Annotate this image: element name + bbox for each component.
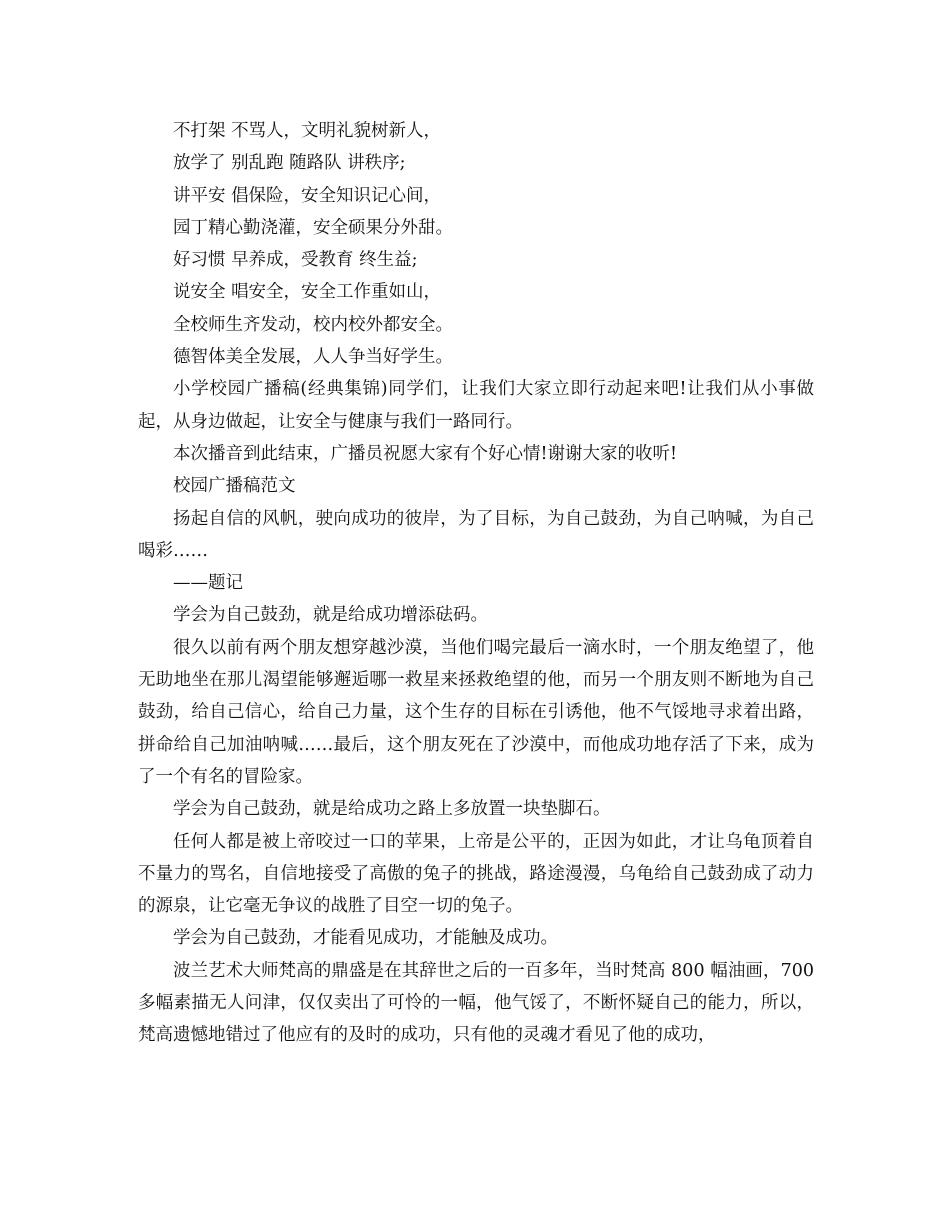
paragraph: 学会为自己鼓劲，就是给成功增添砝码。 (173, 605, 488, 626)
section-title: 校园广播稿范文 (173, 476, 296, 497)
paragraph: 放学了 别乱跑 随路队 讲秩序; (173, 153, 406, 174)
paragraph: 任何人都是被上帝咬过一口的苹果，上帝是公平的，正因为如此，才让乌龟顶着自不量力的骂名，自信地接受了高傲的兔子的挑战，路途漫漫，乌龟给自己鼓劲成了动力的源泉，让它毫无争议的战胜了目空一切的兔子。 (138, 831, 814, 917)
paragraph: 学会为自己鼓劲，才能看见成功，才能触及成功。 (173, 928, 558, 949)
paragraph: 园丁精心勤浇灌，安全硕果分外甜。 (173, 217, 453, 238)
paragraph: 扬起自信的风帆，驶向成功的彼岸，为了目标，为自己鼓劲，为自己呐喊，为自己喝彩…… (138, 508, 814, 561)
paragraph: 不打架 不骂人，文明礼貌树新人， (173, 121, 442, 141)
epigraph-attribution: ——题记 (173, 573, 243, 594)
document-body (138, 115, 814, 1052)
paragraph: 好习惯 早养成，受教育 终生益; (173, 250, 418, 271)
paragraph: 德智体美全发展，人人争当好学生。 (173, 347, 453, 368)
paragraph: 小学校园广播稿(经典集锦)同学们，让我们大家立即行动起来吧!让我们从小事做起，从身边做起，让安全与健康与我们一路同行。 (138, 379, 814, 432)
paragraph: 讲平安 倡保险，安全知识记心间， (173, 185, 442, 206)
paragraph: 学会为自己鼓劲，就是给成功之路上多放置一块垫脚石。 (173, 799, 611, 820)
paragraph: 本次播音到此结束，广播员祝愿大家有个好心情!谢谢大家的收听! (173, 443, 678, 464)
paragraph: 很久以前有两个朋友想穿越沙漠，当他们喝完最后一滴水时，一个朋友绝望了，他无助地坐在那儿渴望能够邂逅哪一救星来拯救绝望的他，而另一个朋友则不断地为自己鼓劲，给自己信心，给自己力量，这个生存的目标在引诱他，他不气馁地寻求着出路，拼命给自己加油呐喊……最后，这个朋友死在了沙漠中，而他成功地存活了下来，成为了一个有名的冒险家。 (138, 637, 814, 787)
paragraph: 说安全 唱安全，安全工作重如山， (173, 282, 442, 303)
paragraph: 全校师生齐发动，校内校外都安全。 (173, 314, 453, 335)
paragraph: 波兰艺术大师梵高的鼎盛是在其辞世之后的一百多年，当时梵高 800 幅油画，700 多幅素描无人问津，仅仅卖出了可怜的一幅，他气馁了，不断怀疑自己的能力，所以，梵高遗憾地错过了他应有的及时的成功，只有他的灵魂才看见了他的成功， (138, 960, 814, 1046)
